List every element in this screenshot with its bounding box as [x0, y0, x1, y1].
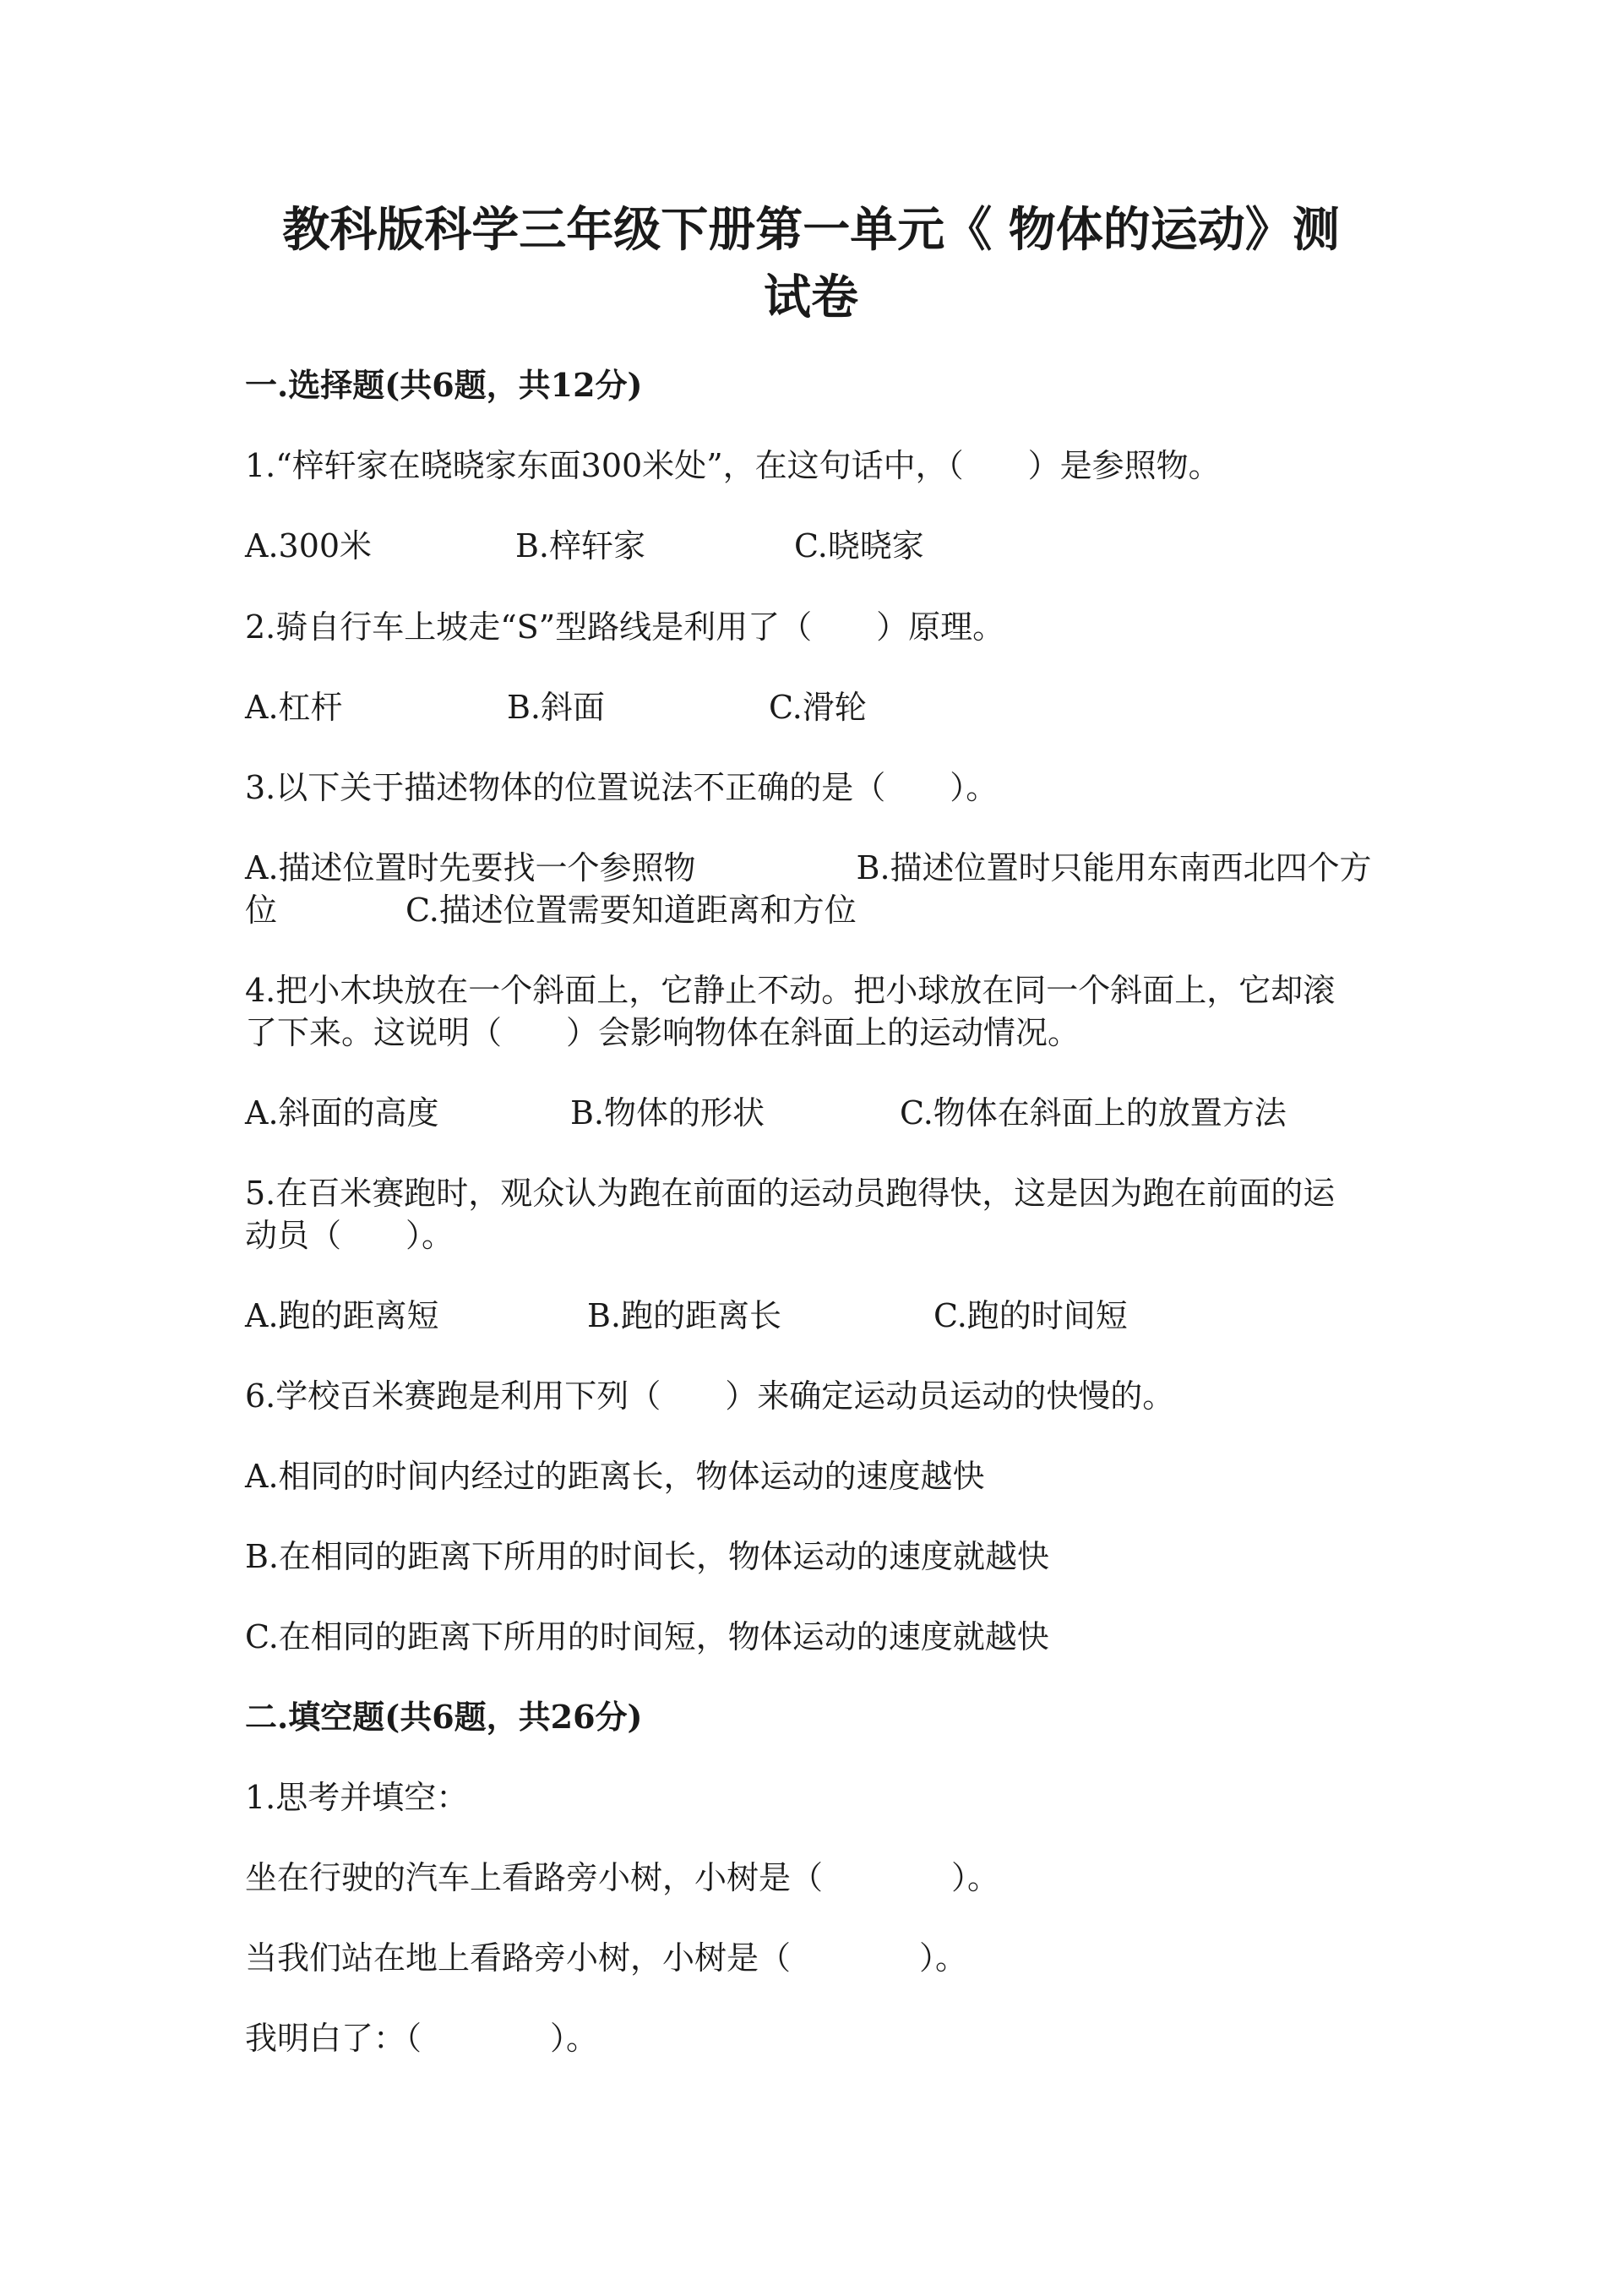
option-c: C.物体在斜面上的放置方法 — [900, 1094, 1287, 1132]
question-5-stem-line-2: 动员（ ）。 — [245, 1217, 454, 1254]
question-6-option-c: C.在相同的距离下所用的时间短，物体运动的速度就越快 — [245, 1618, 1049, 1655]
question-6-option-a: A.相同的时间内经过的距离长，物体运动的速度越快 — [245, 1458, 985, 1495]
option-a: A.跑的距离短 — [245, 1297, 439, 1334]
option-c: C.跑的时间短 — [933, 1297, 1128, 1334]
question-4-stem-line-1: 4.把小木块放在一个斜面上，它静止不动。把小球放在同一个斜面上，它却滚 — [245, 972, 1336, 1009]
option-c: C.滑轮 — [769, 689, 867, 726]
title-line-2: 试卷 — [764, 270, 858, 325]
page-title — [245, 196, 1377, 331]
question-2-stem: 2.骑自行车上坡走“S”型路线是利用了（ ）原理。 — [245, 608, 1005, 646]
option-a: A.300米 — [245, 527, 373, 564]
option-a: A.斜面的高度 — [245, 1094, 439, 1132]
question-3-options-line-1: A.描述位置时先要找一个参照物 B.描述位置时只能用东南西北四个方 — [245, 849, 1372, 886]
fill-question-1-line-2: 当我们站在地上看路旁小树，小树是（ ）。 — [245, 1939, 968, 1977]
question-5-stem-line-1: 5.在百米赛跑时，观众认为跑在前面的运动员跑得快，这是因为跑在前面的运 — [245, 1175, 1336, 1212]
option-c: C.晓晓家 — [794, 527, 924, 564]
option-b: B.跑的距离长 — [587, 1297, 782, 1334]
question-3-stem: 3.以下关于描述物体的位置说法不正确的是（ ）。 — [245, 769, 999, 806]
section-heading-choice: 一.选择题(共6题，共12分) — [245, 366, 643, 404]
fill-question-1-line-1: 坐在行驶的汽车上看路旁小树，小树是（ ）。 — [245, 1859, 1000, 1896]
fill-question-1-line-3: 我明白了：（ ）。 — [245, 2020, 599, 2057]
option-b: B.斜面 — [507, 689, 606, 726]
title-line-1: 教科版科学三年级下册第一单元《 物体的运动》测 — [282, 202, 1340, 258]
question-1-stem: 1.“梓轩家在晓晓家东面300米处”，在这句话中，（ ）是参照物。 — [245, 447, 1221, 484]
question-6-stem: 6.学校百米赛跑是利用下列（ ）来确定运动员运动的快慢的。 — [245, 1377, 1175, 1415]
question-6-option-b: B.在相同的距离下所用的时间长，物体运动的速度就越快 — [245, 1538, 1050, 1575]
option-b: B.梓轩家 — [515, 527, 646, 564]
fill-question-1-stem: 1.思考并填空： — [245, 1779, 469, 1816]
option-a: A.杠杆 — [245, 689, 343, 726]
section-heading-fill-blank: 二.填空题(共6题，共26分) — [245, 1698, 643, 1736]
question-3-options-line-2: 位 C.描述位置需要知道距离和方位 — [245, 892, 857, 929]
question-4-stem-line-2: 了下来。这说明（ ）会影响物体在斜面上的运动情况。 — [245, 1014, 1080, 1051]
option-b: B.物体的形状 — [570, 1094, 765, 1132]
